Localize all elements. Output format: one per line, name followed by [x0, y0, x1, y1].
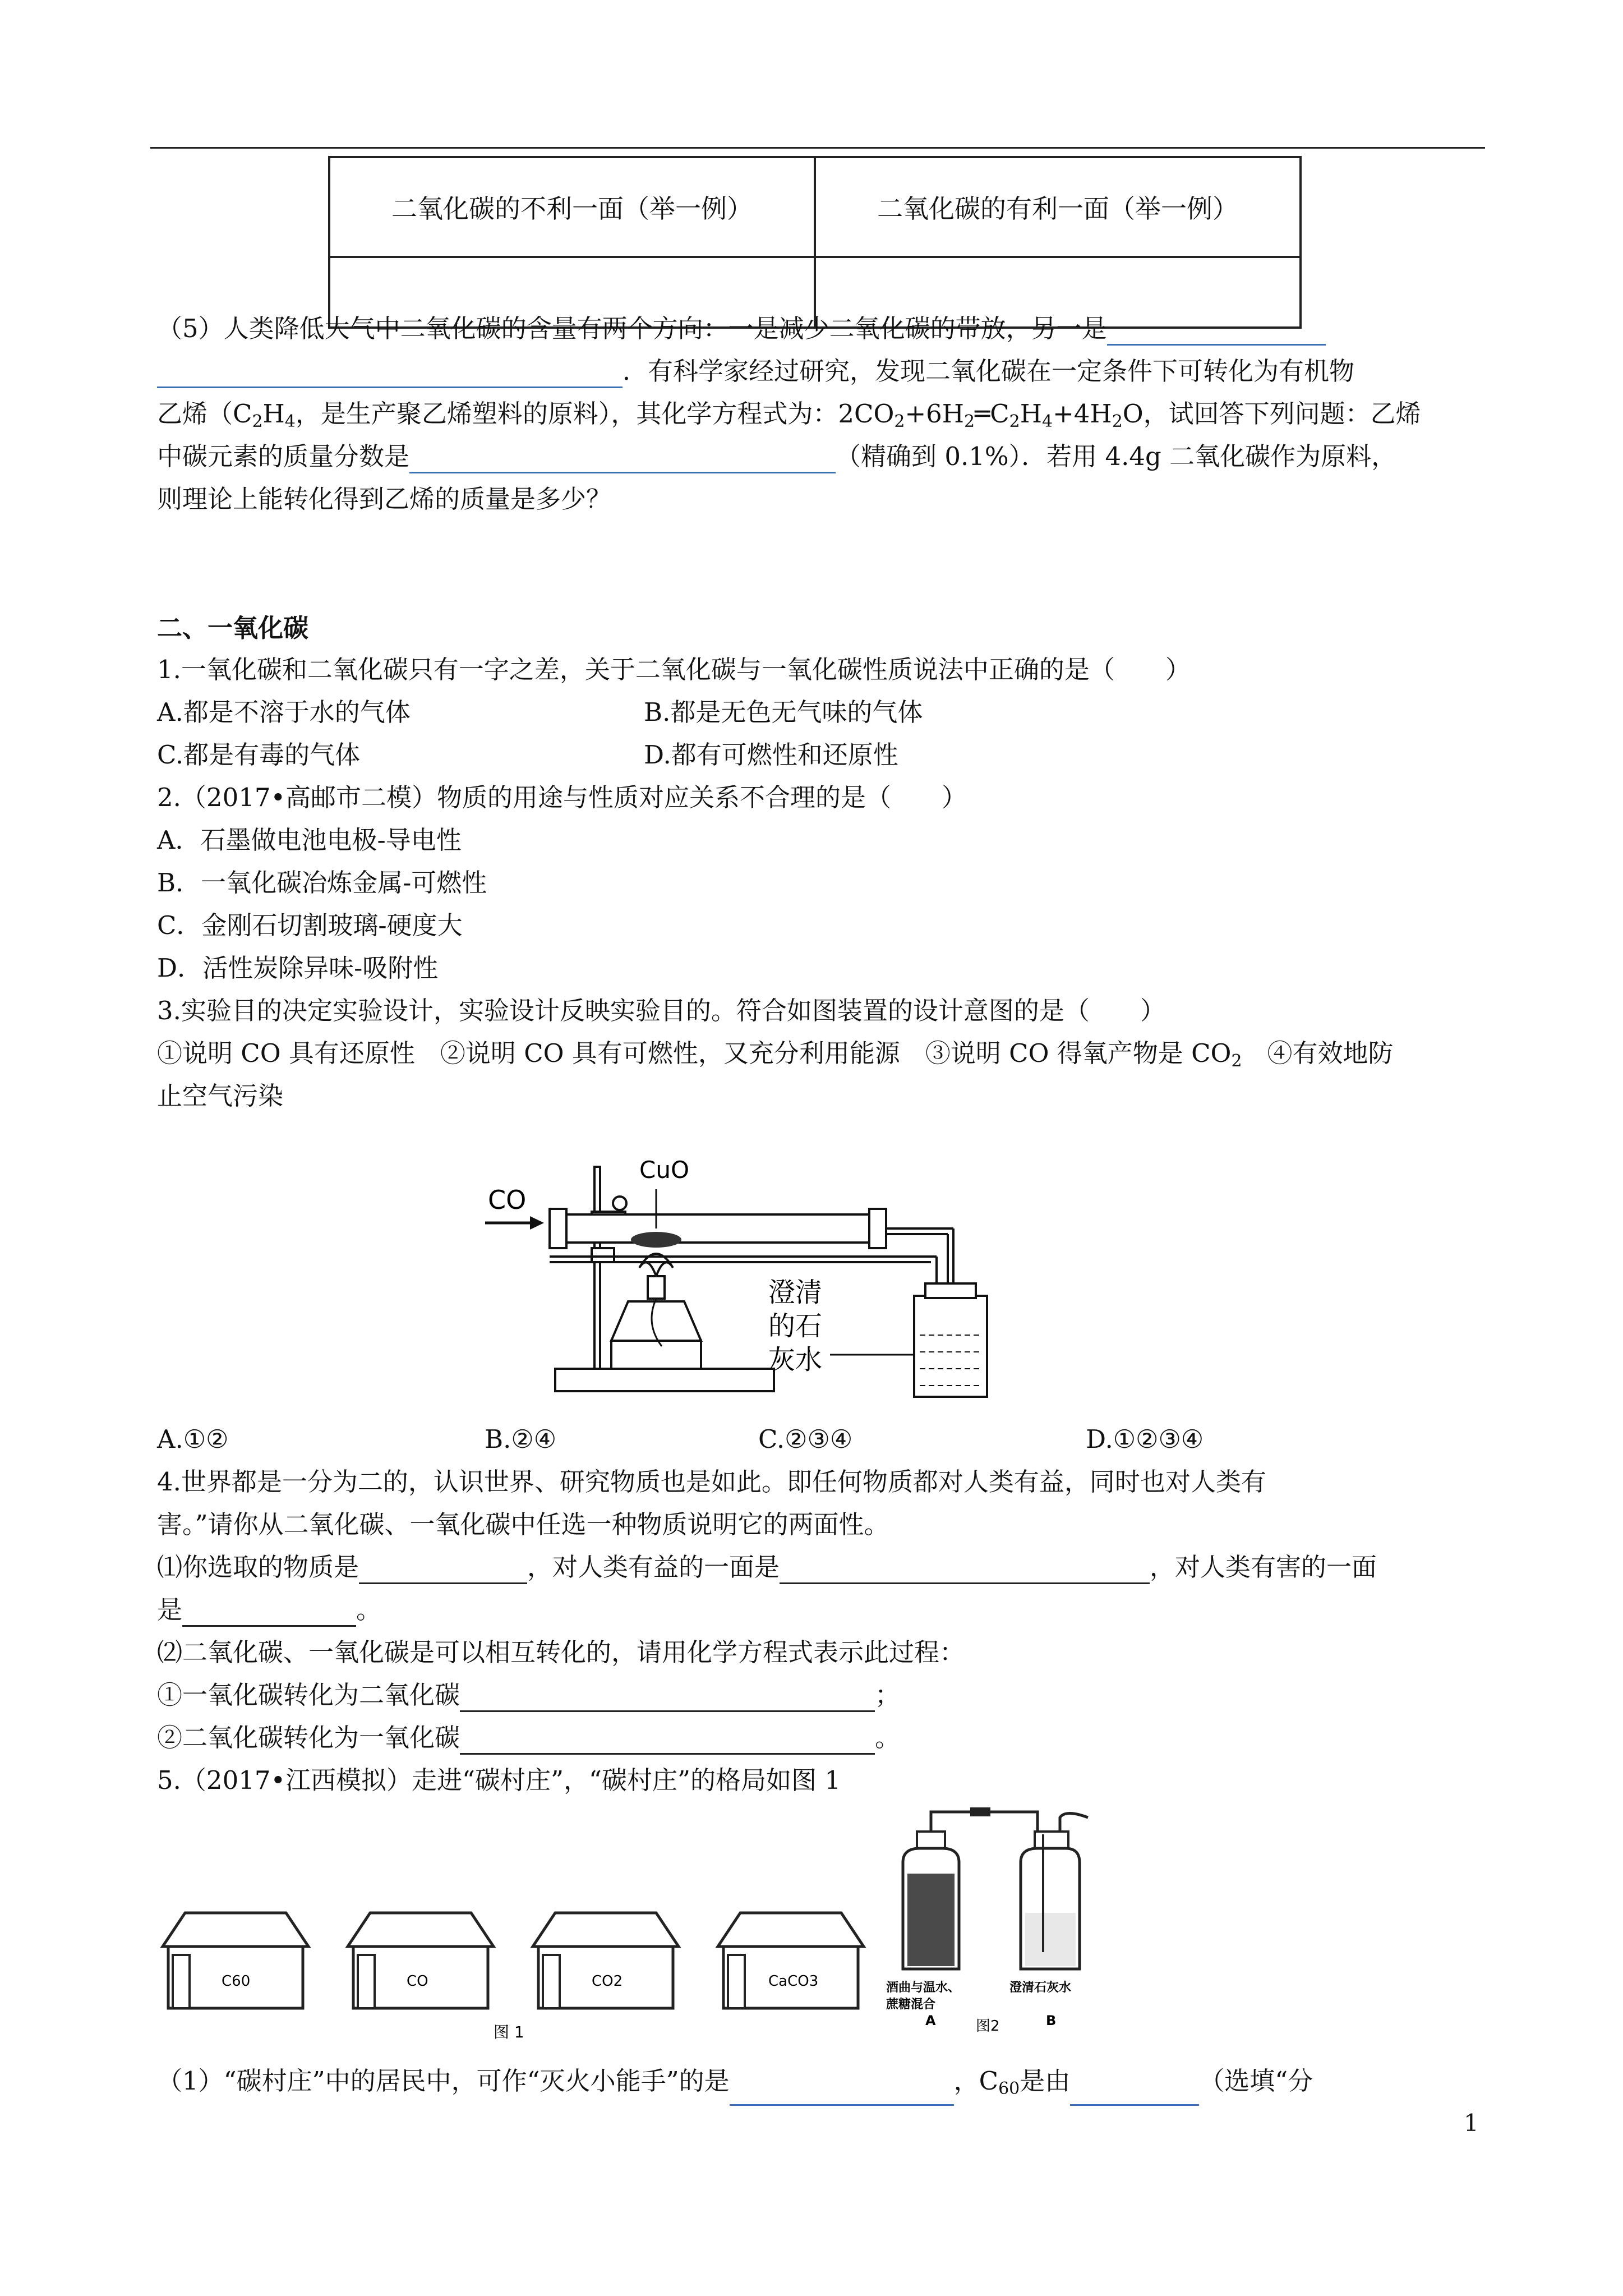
reaction-tube [561, 1214, 875, 1243]
svg-text:CO: CO [407, 1973, 428, 1990]
q4-stem-1: 4.世界都是一分为二的，认识世界、研究物质也是如此。即任何物质都对人类有益，同时也对人类有 [157, 1467, 1266, 1497]
stand-base [555, 1369, 774, 1391]
q5b-blank-extinguisher[interactable] [730, 2076, 954, 2106]
q1-option-d[interactable]: D.都有可燃性和还原性 [644, 740, 898, 770]
q5-blank-2[interactable] [157, 358, 623, 388]
q4-blank-substance[interactable] [359, 1554, 527, 1584]
q2-option-d[interactable]: D．活性炭除异味-吸附性 [157, 953, 439, 983]
q1-option-a[interactable]: A.都是不溶于水的气体 [157, 697, 411, 727]
limewater-label-3: 灰水 [768, 1344, 823, 1375]
co2-comparison-table [328, 156, 1302, 329]
figure-2-label: 图2 [976, 2018, 1000, 2035]
q5-line5: 则理论上能转化得到乙烯的质量是多少？ [157, 484, 612, 514]
stand-rod [594, 1167, 600, 1369]
q5-line2: ．有科学家经过研究，发现二氧化碳在一定条件下可转化为有机物 [157, 355, 1354, 388]
q4-blank-harm[interactable] [182, 1597, 356, 1627]
svg-text:CO2: CO2 [592, 1973, 623, 1990]
q5-line3: 乙烯（$C_2H_4$，是生产聚乙烯塑料的原料），其化学方程式为：$2CO_2+6H_2═C_2H_4+4H_2O$，试回答下列问题：乙烯 [157, 399, 1421, 431]
limewater-bottle [914, 1296, 987, 1397]
page-number: 1 [1464, 2109, 1479, 2137]
fermentation-figure-2 [886, 1801, 1155, 2036]
cuo-label: CuO [639, 1156, 690, 1184]
q3-option-a[interactable]: A.①② [157, 1424, 229, 1454]
q5b-stem: 5.（2017•江西模拟）走进“碳村庄”，“碳村庄”的格局如图 1 [157, 1765, 841, 1795]
q2-option-a[interactable]: A．石墨做电池电极-导电性 [157, 825, 462, 855]
q3-stem: 3.实验目的决定实验设计，实验设计反映实验目的。符合如图装置的设计意图的是（ ） [157, 996, 1165, 1025]
cuo-powder [631, 1232, 681, 1248]
q5b-blank-c60[interactable] [1070, 2076, 1199, 2106]
q4-part2-2: ②二氧化碳转化为一氧化碳 。 [157, 1721, 900, 1755]
house-co2 [533, 1913, 679, 2008]
q5-line4: 中碳元素的质量分数是 （精确到 0.1%）．若用 4.4g 二氧化碳作为原料， [157, 440, 1396, 473]
q1-option-c[interactable]: C.都是有毒的气体 [157, 740, 361, 770]
section-title: 二、一氧化碳 [157, 613, 309, 643]
q4-part1: ⑴你选取的物质是 ，对人类有益的一面是 ，对人类有害的一面 [157, 1550, 1377, 1584]
table-header-advantage: 二氧化碳的有利一面（举一例） [815, 157, 1301, 257]
q2-option-c[interactable]: C．金刚石切割玻璃-硬度大 [157, 910, 463, 940]
house-c60 [163, 1913, 308, 2008]
bottle-b-text: 澄清石灰水 [1009, 1981, 1072, 1995]
figure-1-label: 图 1 [494, 2023, 524, 2041]
house-co [348, 1913, 494, 2008]
right-stopper [869, 1209, 886, 1248]
bottle-b-liquid [1025, 1913, 1076, 1966]
limewater-label-1: 澄清 [768, 1277, 823, 1308]
q3-option-c[interactable]: C.②③④ [758, 1424, 853, 1454]
q4-stem-2: 害。”请你从二氧化碳、一氧化碳中任选一种物质说明它的两面性。 [157, 1510, 889, 1539]
header-rule [150, 147, 1485, 149]
bottle-b-letter: B [1046, 2013, 1057, 2028]
q4-blank-equation-2[interactable] [460, 1725, 875, 1755]
q4-part2-1: ①一氧化碳转化为二氧化碳 ； [157, 1678, 900, 1712]
q5b-sub1: （1）“碳村庄”中的居民中，可作“灭火小能手”的是 ，$C_{60}$是由 （选填“分 [157, 2064, 1313, 2106]
q5-blank-1[interactable] [1107, 316, 1326, 346]
q2-stem: 2.（2017•高邮市二模）物质的用途与性质对应关系不合理的是（ ） [157, 783, 967, 812]
svg-text:C60: C60 [222, 1973, 251, 1990]
q2-option-b[interactable]: B．一氧化碳冶炼金属-可燃性 [157, 868, 487, 898]
left-stopper [550, 1209, 566, 1248]
bottle-a-text-2: 蔗糖混合 [886, 1998, 936, 2012]
q3-statements: ①说明 CO 具有还原性 ②说明 CO 具有可燃性，又充分利用能源 ③说明 CO 得氧产物是 $CO_2$ ④有效地防 [157, 1038, 1394, 1071]
q4-part1-cont: 是 。 [157, 1593, 381, 1627]
bottle-a-text-1: 酒曲与温水、 [886, 1981, 961, 1995]
q4-blank-benefit[interactable] [780, 1554, 1150, 1584]
svg-text:CaCO3: CaCO3 [768, 1973, 819, 1990]
limewater-label-2: 的石 [768, 1310, 823, 1342]
q3-option-b[interactable]: B.②④ [485, 1424, 557, 1454]
q5-blank-3[interactable] [409, 444, 836, 473]
house-caco3 [718, 1913, 864, 2008]
q4-blank-equation-1[interactable] [460, 1682, 875, 1712]
co-label: CO [488, 1185, 527, 1215]
carbon-village-figure-1 [157, 1907, 875, 2042]
q3-statements-cont: 止空气污染 [157, 1081, 284, 1111]
co-reduction-apparatus-figure [471, 1156, 993, 1402]
q1-stem: 1.一氧化碳和二氧化碳只有一字之差，关于二氧化碳与一氧化碳性质说法中正确的是（ ） [157, 655, 1191, 684]
table-header-disadvantage: 二氧化碳的不利一面（举一例） [329, 157, 815, 257]
alcohol-lamp [611, 1301, 701, 1341]
bottle-a-liquid [907, 1874, 955, 1966]
q3-option-d[interactable]: D.①②③④ [1086, 1424, 1204, 1454]
q5-line1: （5）人类降低大气中二氧化碳的含量有两个方向：一是减少二氧化碳的带放，另一是 [157, 312, 1326, 346]
q4-part2: ⑵二氧化碳、一氧化碳是可以相互转化的，请用化学方程式表示此过程： [157, 1637, 965, 1667]
q1-option-b[interactable]: B.都是无色无气味的气体 [644, 697, 923, 727]
bottle-a-letter: A [925, 2013, 936, 2028]
